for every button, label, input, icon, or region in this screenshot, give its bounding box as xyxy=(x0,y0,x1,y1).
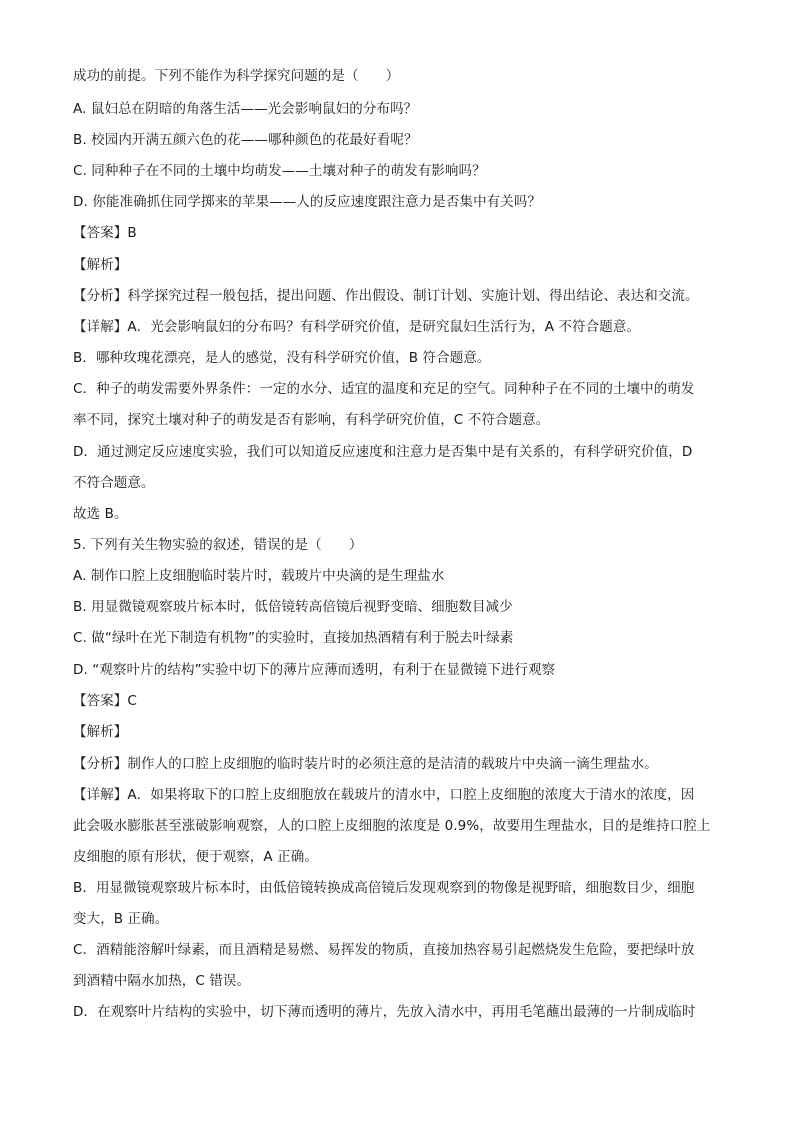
detail-line: 【详解】A．如果将取下的口腔上皮细胞放在载玻片的清水中，口腔上皮细胞的浓度大于清水的浓度，因 xyxy=(73,787,695,803)
option-d: D. “观察叶片的结构”实验中切下的薄片应薄而透明，有利于在显微镜下进行观察 xyxy=(73,662,556,678)
analysis-label: 【解析】 xyxy=(73,724,128,740)
option-b: B. 用显微镜观察玻片标本时，低倍镜转高倍镜后视野变暗、细胞数目减少 xyxy=(73,599,513,615)
option-d: D. 你能准确抓住同学掷来的苹果——人的反应速度跟注意力是否集中有关吗？ xyxy=(73,194,542,210)
option-a: A. 制作口腔上皮细胞临时装片时，载玻片中央滴的是生理盐水 xyxy=(73,568,445,584)
text-line: 成功的前提。下列不能作为科学探究问题的是（ ） xyxy=(73,68,400,84)
detail-line: D．在观察叶片结构的实验中，切下薄而透明的薄片，先放入清水中，再用毛笔蘸出最薄的一片制成临时 xyxy=(73,1004,696,1020)
answer-label: 【答案】B xyxy=(73,225,137,241)
detail-line: 皮细胞的原有形状，便于观察，A 正确。 xyxy=(73,849,318,865)
detail-line: 【详解】A．光会影响鼠妇的分布吗？有科学研究价值，是研究鼠妇生活行为，A 不符合题意。 xyxy=(73,319,641,335)
analysis-summary: 【分析】制作人的口腔上皮细胞的临时装片时的必须注意的是洁清的载玻片中央滴一滴生理盐水。 xyxy=(73,756,658,772)
option-a: A. 鼠妇总在阴暗的角落生活——光会影响鼠妇的分布吗？ xyxy=(73,101,418,117)
conclusion-line: 故选 B。 xyxy=(73,506,128,522)
option-c: C. 同种种子在不同的土壤中均萌发——土壤对种子的萌发有影响吗？ xyxy=(73,163,486,179)
detail-line: 变大，B 正确。 xyxy=(73,911,169,927)
analysis-summary: 【分析】科学探究过程一般包括，提出问题、作出假设、制订计划、实施计划、得出结论、表达和交流。 xyxy=(73,288,699,304)
option-c: C. 做“绿叶在光下制造有机物”的实验时，直接加热酒精有利于脱去叶绿素 xyxy=(73,630,514,646)
detail-line: 此会吸水膨胀甚至涨破影响观察，人的口腔上皮细胞的浓度是 0.9%，故要用生理盐水，目的是维持口腔上 xyxy=(73,818,711,834)
detail-line: C．酒精能溶解叶绿素，而且酒精是易燃、易挥发的物质，直接加热容易引起燃烧发生危险，要把绿叶放 xyxy=(73,942,695,958)
analysis-label: 【解析】 xyxy=(73,257,128,273)
option-b: B. 校园内开满五颜六色的花——哪种颜色的花最好看呢？ xyxy=(73,132,418,148)
detail-line: 率不同，探究土壤对种子的萌发是否有影响，有科学研究价值，C 不符合题意。 xyxy=(73,412,550,428)
question-5: 5. 下列有关生物实验的叙述，错误的是（ ） xyxy=(73,537,363,553)
detail-line: C．种子的萌发需要外界条件：一定的水分、适宜的温度和充足的空气。同种种子在不同的土壤中的萌发 xyxy=(73,381,695,397)
detail-line: 到酒精中隔水加热，C 错误。 xyxy=(73,973,251,989)
detail-line: B．用显微镜观察玻片标本时，由低倍镜转换成高倍镜后发现观察到的物像是视野暗，细胞数目少，细胞 xyxy=(73,880,695,896)
detail-line: 不符合题意。 xyxy=(73,475,155,491)
detail-line: B．哪种玫瑰花漂亮，是人的感觉，没有科学研究价值，B 符合题意。 xyxy=(73,350,491,366)
detail-line: D．通过测定反应速度实验，我们可以知道反应速度和注意力是否集中是有关系的，有科学研究价值，D xyxy=(73,444,693,460)
answer-label: 【答案】C xyxy=(73,693,137,709)
